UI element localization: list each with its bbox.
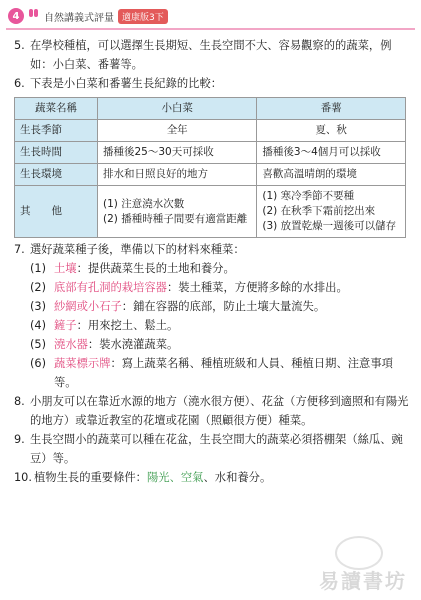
item-text: ：寫上蔬菜名稱、種植班級和人員、種植日期、注意事項等。 — [54, 357, 393, 389]
question-number: 5. — [14, 39, 25, 52]
row-label: 生長時間 — [15, 142, 98, 164]
item-text: ：裝土種菜，方便將多餘的水排出。 — [166, 281, 348, 294]
highlight-text: 陽光、空氣 — [146, 471, 204, 484]
item-term: 土壤 — [54, 262, 77, 275]
question-text-end: 、水和養分。 — [203, 471, 272, 484]
item-term: 澆水器 — [54, 338, 88, 351]
item-text: ：提供蔬菜生長的土地和養分。 — [76, 262, 235, 275]
cell-line: (3) 放置乾燥一週後可以儲存 — [262, 220, 397, 232]
question-text: 生長空間小的蔬菜可以種在花盆，生長空間大的蔬菜必須搭棚架（絲瓜、豌豆）等。 — [30, 433, 403, 465]
question-text: 小朋友可以在靠近水源的地方（澆水很方便）、花盆（方便移到適照和有陽光的地方）或靠近教室的花壇或花園（照顧很方便）種菜。 — [30, 395, 409, 427]
table-cell — [257, 186, 406, 238]
edition-tag: 適康版3下 — [118, 9, 168, 24]
watermark-text: 易讀書坊 — [319, 569, 407, 593]
row-label: 其 他 — [15, 186, 98, 238]
question-10 — [14, 468, 410, 487]
question-9 — [14, 430, 410, 468]
page-header — [8, 6, 168, 26]
list-item — [30, 316, 410, 335]
question-number: 8. — [14, 395, 25, 408]
question-number: 6. — [14, 77, 25, 90]
question-number: 10. — [14, 471, 32, 484]
table-cell: 播種後25～30天可採收 — [98, 142, 257, 164]
question-7 — [14, 240, 410, 259]
item-term: 鏟子 — [54, 319, 77, 332]
item-number: (3) — [30, 300, 47, 313]
comparison-table — [14, 97, 406, 238]
page-number-badge: 4 — [8, 8, 24, 24]
table-cell: 全年 — [98, 120, 257, 142]
bunny-icon — [28, 9, 40, 23]
book-title: 自然講義式評量 — [44, 12, 114, 24]
materials-list — [14, 259, 410, 392]
item-number: (2) — [30, 281, 47, 294]
table-row — [15, 164, 406, 186]
row-label: 生長環境 — [15, 164, 98, 186]
question-text: 選好蔬菜種子後，準備以下的材料來種菜： — [30, 243, 245, 256]
table-header-cell: 蔬菜名稱 — [15, 98, 98, 120]
cell-line: (1) 注意澆水次數 — [103, 197, 185, 210]
table-row — [15, 142, 406, 164]
item-term: 底部有孔洞的栽培容器 — [54, 281, 167, 294]
item-number: (5) — [30, 338, 47, 351]
item-term: 蔬菜標示牌 — [54, 357, 111, 370]
header-divider — [6, 28, 415, 30]
item-text: ：裝水澆灌蔬菜。 — [87, 338, 179, 351]
item-number: (1) — [30, 262, 47, 275]
table-cell: 夏、秋 — [257, 120, 406, 142]
table-cell: 喜歡高溫晴朗的環境 — [257, 164, 406, 186]
question-text: 在學校種植，可以選擇生長期短、生長空間不大、容易觀察的的蔬菜，例如：小白菜、番薯等。 — [30, 39, 392, 71]
row-label: 生長季節 — [15, 120, 98, 142]
table-header-cell: 小白菜 — [98, 98, 257, 120]
item-number: (4) — [30, 319, 47, 332]
list-item — [30, 335, 410, 354]
list-item — [30, 297, 410, 316]
question-text: 植物生長的重要條件： — [34, 471, 147, 484]
question-8 — [14, 392, 410, 430]
table-row — [15, 186, 406, 238]
list-item — [30, 278, 410, 297]
table-cell: 排水和日照良好的地方 — [98, 164, 257, 186]
list-item — [30, 259, 410, 278]
page-content — [14, 36, 410, 487]
question-number: 9. — [14, 433, 25, 446]
question-5 — [14, 36, 410, 74]
question-6 — [14, 74, 410, 93]
item-text: ：鋪在容器的底部，防止土壤大量流失。 — [121, 300, 326, 313]
item-text: ：用來挖土、鬆土。 — [76, 319, 179, 332]
cell-line: (1) 寒冷季節不要種 — [262, 190, 355, 202]
item-number: (6) — [30, 357, 47, 370]
question-number: 7. — [14, 243, 25, 256]
table-cell — [98, 186, 257, 238]
item-term: 紗網或小石子 — [54, 300, 122, 313]
table-header-cell: 番薯 — [257, 98, 406, 120]
list-item — [30, 354, 410, 392]
question-text: 下表是小白菜和番薯生長紀錄的比較： — [30, 77, 223, 90]
table-row — [15, 120, 406, 142]
table-cell: 播種後3～4個月可以採收 — [257, 142, 406, 164]
cell-line: (2) 播種時種子間要有適當距離 — [103, 212, 248, 225]
cell-line: (2) 在秋季下霜前挖出來 — [262, 205, 376, 217]
